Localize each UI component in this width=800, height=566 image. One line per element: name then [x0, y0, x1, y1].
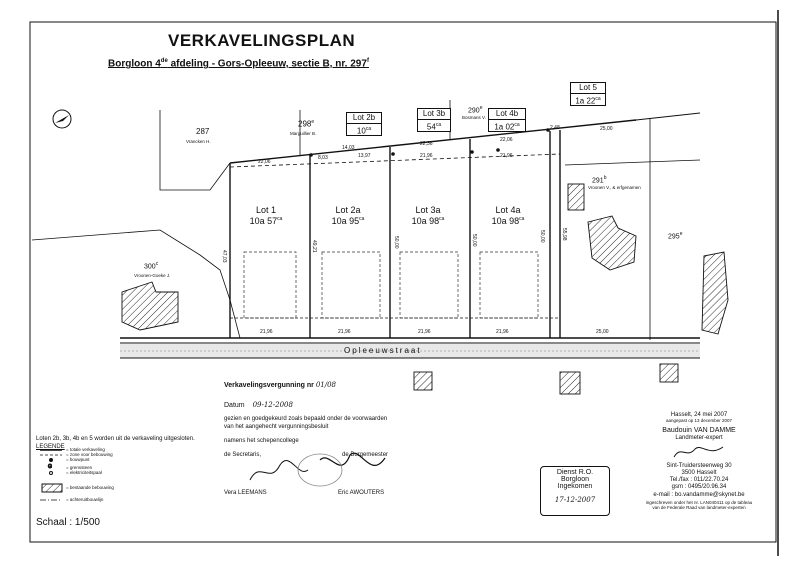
lot-3a-area: 10a 98	[411, 216, 440, 226]
lot-3b-box	[417, 108, 451, 132]
parcel-291-owner: Vroonen V., & erfgenamen	[588, 185, 641, 190]
parcel-298-owner: Marguillier B.	[290, 131, 317, 136]
surveyor-phone: Tel./fax : 011/22.70.24	[669, 476, 729, 483]
permit-secretary-name: Vera LEEMANS	[224, 490, 267, 496]
lot-4b-unit: ca	[514, 122, 520, 128]
lot-2a-label	[328, 206, 368, 226]
permit-line-1: gezien en goedgekeurd zoals bepaald onder de voorwaarden	[224, 416, 388, 422]
lot-1-area-line	[246, 217, 286, 226]
north-arrow-icon	[53, 110, 71, 128]
scale-label: Schaal : 1/500	[36, 517, 100, 528]
parcel-300-id: 300	[144, 263, 156, 271]
parcel-298-id: 298	[298, 119, 312, 129]
surveyor-gsm: gsm : 0495/20.96.34	[671, 483, 727, 490]
lot-1-name: Lot 1	[255, 205, 277, 215]
construction-zones	[244, 252, 538, 318]
building-shed-3	[660, 364, 678, 382]
dim-bottom-front-1: 21,96	[260, 329, 273, 335]
dim-bottom-front-4: 21,96	[496, 329, 509, 335]
legend-item-3: = bouwpunt	[66, 457, 90, 462]
dim-top-back-3: 22,36	[420, 141, 433, 147]
plan-title: VERKAVELINGSPLAN	[168, 31, 356, 50]
stamp-line-3: Ingekomen	[557, 483, 593, 490]
building-300c	[122, 282, 178, 330]
dim-bottom-front-2: 21,96	[338, 329, 351, 335]
parcel-290-sup: e	[479, 105, 483, 111]
surveyor-address-1: Sint-Truidersteenweg 30	[666, 462, 732, 469]
lot-5-box	[570, 82, 606, 106]
dim-top-back-2: 14,03	[342, 145, 355, 151]
legend-item-7: = achteruitbouwlijn	[66, 497, 104, 502]
lot-2b-area: 10	[356, 126, 366, 136]
neighbour-boundary-291	[565, 160, 700, 165]
legend-item-5: = elektriciteitspaal	[66, 470, 102, 475]
lot-4a-area: 10a 98	[491, 216, 520, 226]
parcel-295	[668, 232, 682, 240]
dim-depth-5: 50,00	[539, 230, 545, 243]
parcel-291-id: 291	[592, 177, 604, 185]
surveyor-name: Baudouin VAN DAMME	[662, 426, 736, 434]
secretary-signature	[250, 461, 308, 480]
received-stamp	[540, 466, 610, 516]
dim-top-back-5: 2,48	[550, 125, 560, 131]
plan-subtitle	[108, 58, 369, 69]
surveyor-role: Landmeter-expert	[675, 434, 723, 441]
parcel-300	[144, 262, 158, 270]
building-291b	[588, 216, 636, 270]
surveyor-federal: van de Federale Raad van landmeter-experten	[652, 505, 746, 510]
legend-item-4: = grenssteen	[66, 465, 93, 470]
lot-3a-area-line	[408, 217, 448, 226]
permit-title-line	[224, 382, 336, 389]
permit-line-3: namens het schepencollege	[224, 438, 299, 444]
lot-3a-name: Lot 3a	[415, 205, 441, 215]
lot-divider-lines	[230, 130, 560, 338]
legend-symbols	[40, 450, 62, 500]
dim-bottom-front-3: 21,96	[418, 329, 431, 335]
lot-1-label	[246, 206, 286, 226]
lot-3a-label	[408, 206, 448, 226]
lot-5-area: 1a 22	[575, 96, 596, 106]
permit-title: Verkavelingsvergunning nr	[224, 382, 314, 389]
lot-4b-name: Lot 4b	[489, 109, 525, 120]
lot-5-unit: ca	[595, 96, 601, 102]
permit-mayor-label: de Burgemeester	[342, 452, 389, 458]
svg-text:G: G	[48, 464, 52, 470]
stamp-line-2: Borgloon	[560, 476, 590, 483]
permit-number: 01/08	[315, 381, 337, 389]
surveyor-amended: aangepast op 13 december 2007	[665, 418, 733, 423]
stamp-date: 17-12-2007	[554, 496, 596, 504]
stamp-line-1: Dienst R.O.	[556, 469, 594, 476]
parcel-290-id: 290	[468, 107, 480, 115]
neighbour-boundary-287	[160, 110, 230, 190]
permit-secretary-label: de Secretaris,	[224, 452, 262, 458]
parcel-295-sup: e	[679, 231, 683, 237]
street-name: Opleeuwstraat	[344, 346, 422, 355]
parcel-300-sup: c	[155, 261, 159, 267]
lot-2a-area-line	[328, 217, 368, 226]
parcel-287	[196, 128, 209, 136]
lot-4b-box	[488, 108, 526, 132]
dim-top-front-1: 22,06	[258, 159, 271, 165]
surveyor-address-2: 3500 Hasselt	[681, 469, 717, 476]
permit-date-label: Datum	[224, 402, 245, 409]
lot-2a-name: Lot 2a	[335, 205, 361, 215]
dim-depth-1: 47,03	[221, 250, 227, 263]
lot-4a-label	[488, 206, 528, 226]
parcel-290-owner: Bosmans V.	[462, 115, 486, 120]
lot-5-name: Lot 5	[571, 83, 605, 94]
dim-top-back-6: 25,00	[600, 126, 613, 132]
surveyor-registered: ingeschreven onder het nr. LAN040411 op de tableau	[645, 499, 753, 505]
permit-signatures	[220, 440, 400, 490]
exclusion-note: Loten 2b, 3b, 4b en 5 worden uit de verkaveling uitgesloten.	[36, 436, 195, 442]
dim-top-front-4: 21,96	[500, 153, 513, 159]
permit-mayor-name: Eric AWOUTERS	[338, 490, 385, 496]
building-295	[702, 252, 728, 334]
parcel-290	[468, 106, 482, 114]
building-shed-2	[414, 372, 432, 390]
lot-3a-unit: ca	[439, 216, 445, 222]
lot-4b-area: 1a 02	[494, 122, 515, 132]
lot-4b-area-line	[489, 120, 525, 133]
dim-top-front-3: 21,96	[420, 153, 433, 159]
dim-top-front-2: 13,97	[358, 153, 371, 159]
lot-2b-area-line	[347, 124, 381, 137]
subtitle-rest: afdeling - Gors-Opleeuw, sectie B, nr. 297	[167, 58, 367, 70]
lot-4a-unit: ca	[519, 216, 525, 222]
parcel-287-id: 287	[196, 127, 210, 136]
lot-2b-unit: ca	[365, 126, 372, 132]
lot-5-area-line	[571, 94, 605, 107]
lot-1-area: 10a 57	[249, 216, 278, 226]
surveyor-place-date: Hasselt, 24 mei 2007	[670, 412, 728, 418]
parcel-298-sup: e	[311, 119, 315, 125]
lot-4a-name: Lot 4a	[495, 205, 521, 215]
lot-3b-area-line	[418, 120, 450, 133]
lot-2a-area: 10a 95	[331, 216, 360, 226]
subtitle-sup: de	[160, 58, 168, 64]
subtitle-place: Borgloon 4	[108, 58, 161, 70]
permit-date-line	[224, 402, 293, 409]
dim-depth-4: 50,00	[471, 234, 477, 247]
surveyor-email: e-mail : bo.vandamme@skynet.be	[653, 491, 745, 498]
legend-item-2: = zone voor bebouwing	[66, 452, 113, 457]
subtitle-sup2: f	[366, 58, 369, 64]
dim-top-back-4: 22,06	[500, 137, 513, 143]
dim-depth-2: 49,21	[311, 240, 317, 253]
surveyor-block	[624, 412, 774, 511]
legend-item-1: = totale verkaveling	[66, 447, 105, 452]
lot-1-unit: ca	[277, 216, 283, 222]
dim-depth-3: 50,00	[393, 236, 399, 249]
legend-title: LEGENDE	[36, 444, 65, 450]
lot-4a-area-line	[488, 217, 528, 226]
lot-2a-unit: ca	[359, 216, 365, 222]
building-small-5	[568, 184, 584, 210]
dim-bottom-front-5: 25,00	[596, 329, 609, 335]
parcel-295-id: 295	[668, 233, 680, 241]
lot-2b-name: Lot 2b	[347, 113, 381, 124]
lot-3b-name: Lot 3b	[418, 109, 450, 120]
permit-date: 09-12-2008	[252, 401, 293, 409]
dim-top-back-1: 8,03	[318, 155, 328, 161]
parcel-287-owner: Vrancken H.	[186, 139, 211, 144]
lot-2b-box	[346, 112, 382, 136]
parcel-291-sup: b	[603, 175, 607, 181]
parcel-291	[592, 176, 606, 184]
parcel-298	[298, 120, 314, 129]
parcel-300-owner: Vroonen-Goeke J.	[134, 273, 171, 278]
lot-3b-unit: ca	[435, 122, 442, 128]
mayor-signature	[320, 453, 385, 465]
surveyor-signature	[669, 443, 729, 461]
lot-3b-area: 54	[426, 122, 436, 132]
rear-boundary-ext	[636, 113, 700, 120]
legend-item-6: = bestaande bebouwing	[66, 485, 114, 490]
municipal-seal	[298, 454, 342, 486]
permit-line-2: van het aangehecht vergunningsbesluit	[224, 424, 329, 430]
dim-depth-6: 55,98	[561, 228, 567, 241]
building-shed-1	[560, 372, 580, 394]
